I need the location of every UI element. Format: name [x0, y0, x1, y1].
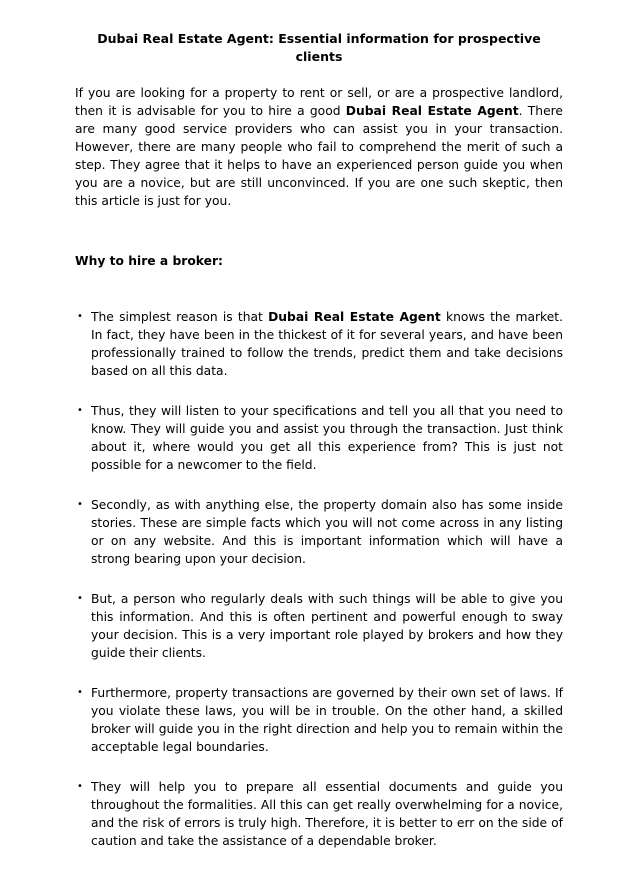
bullet-icon: •	[77, 781, 83, 792]
bullet-icon: •	[77, 311, 83, 322]
list-item-text-part-1: The simplest reason is that	[91, 310, 269, 324]
bullet-icon: •	[77, 593, 83, 604]
intro-bold-keyword: Dubai Real Estate Agent	[345, 104, 519, 118]
list-item-text: Thus, they will listen to your specifications and tell you all that you need to know. They will guide you and assist you through the transaction. Just think about it, where would you get all this experience from? This is just not possible for a newcomer to the field.	[91, 404, 563, 472]
list-item	[75, 496, 563, 568]
section-heading: Why to hire a broker:	[75, 254, 223, 268]
list-item	[75, 590, 563, 662]
list-item-text: But, a person who regularly deals with such things will be able to give you this information. And this is often pertinent and powerful enough to sway your decision. This is a very important role played by brokers and how they guide their clients.	[91, 592, 563, 660]
list-item-text: Furthermore, property transactions are governed by their own set of laws. If you violate these laws, you will be in trouble. On the other hand, a skilled broker will guide you in the right direction and help you to remain within the acceptable legal boundaries.	[91, 686, 563, 754]
list-item-text: Secondly, as with anything else, the property domain also has some inside stories. These are simple facts which you will not come across in any listing or on any website. And this is important information which will have a strong bearing upon your decision.	[91, 498, 563, 566]
list-item-bold-keyword: Dubai Real Estate Agent	[268, 310, 441, 324]
intro-text-part-2: . There are many good service providers who can assist you in your transaction. However, there are many people who fail to comprehend the merit of such a step. They agree that it helps to have an experienced person guide you when you are a novice, but are still unconvinced. If you are one such skeptic, then this article is just for you.	[75, 104, 563, 208]
list-item-text: They will help you to prepare all essential documents and guide you throughout the formalities. All this can get really overwhelming for a novice, and the risk of errors is truly high. Therefore, it is better to err on the side of caution and take the assistance of a dependable broker.	[91, 780, 563, 848]
list-item-text-part-2: knows the market. In fact, they have been in the thickest of it for several years, and have been professionally trained to follow the trends, predict them and take decisions based on all this data.	[91, 310, 564, 378]
reasons-list	[75, 308, 563, 850]
list-item	[75, 308, 563, 380]
list-item	[75, 778, 563, 850]
document-title: Dubai Real Estate Agent: Essential information for prospective clients	[97, 31, 541, 64]
list-item	[75, 402, 563, 474]
bullet-icon: •	[77, 499, 83, 510]
intro-paragraph	[75, 84, 563, 210]
bullet-icon: •	[77, 405, 83, 416]
bullet-icon: •	[77, 687, 83, 698]
document-page	[75, 30, 563, 872]
list-item	[75, 684, 563, 756]
intro-text-part-1: If you are looking for a property to rent or sell, or are a prospective landlord, then it is advisable for you to hire a good	[75, 86, 563, 118]
